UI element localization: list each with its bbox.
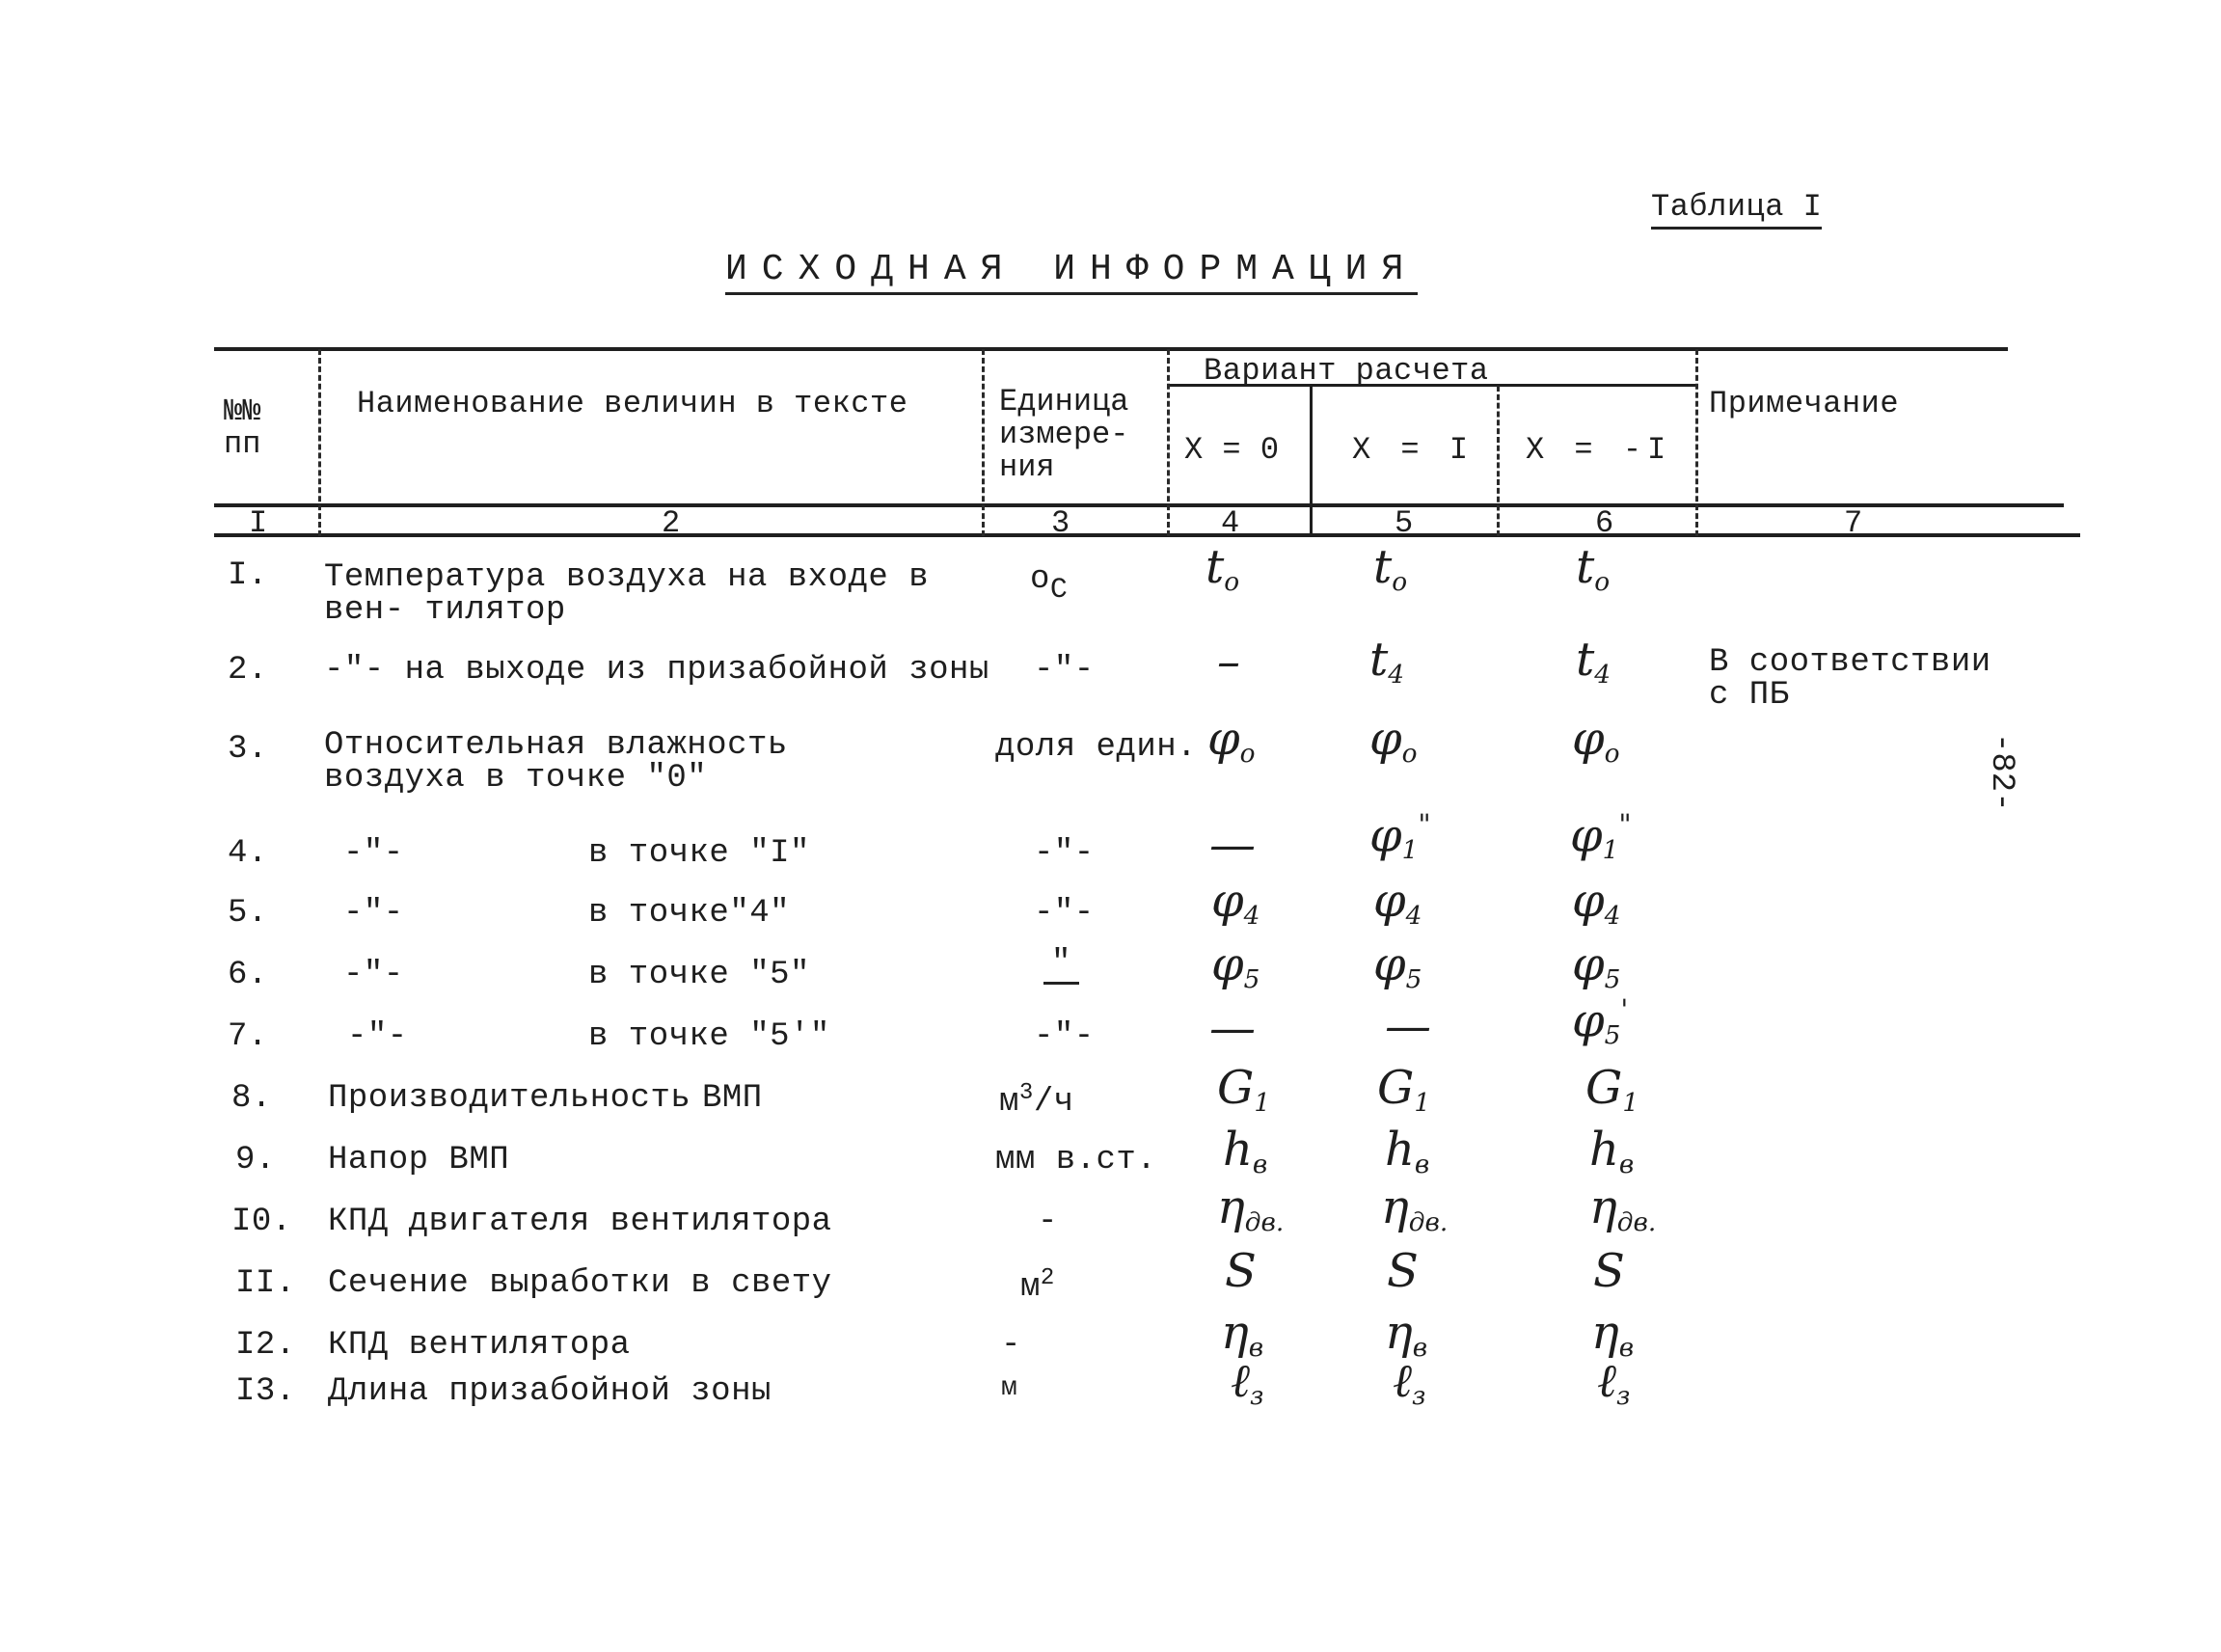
row-7-unit: -"- [1034, 1018, 1095, 1055]
row-4-v1-prime: " [1418, 808, 1431, 841]
row-1-unit-b: С [1049, 574, 1069, 607]
row-6-v0-base: φ [1211, 937, 1244, 991]
row-9-v2-base: h [1589, 1123, 1619, 1177]
row-11-unit-a: м [1020, 1269, 1041, 1306]
row-1-num: I. [228, 557, 268, 594]
row-8-v0 [1217, 1061, 1270, 1118]
row-13-v0-sub: з [1250, 1380, 1264, 1411]
row-1-v0 [1205, 540, 1239, 597]
col-number-3: 3 [1051, 505, 1070, 541]
row-4-unit: -"- [1034, 835, 1095, 872]
row-6-v0-sub: 5 [1243, 963, 1260, 994]
row-1-unit [1030, 561, 1068, 607]
row-10-num: I0. [231, 1204, 292, 1240]
document-title: ИСХОДНАЯ ИНФОРМАЦИЯ [725, 249, 1418, 295]
row-2-v1-sub: 4 [1388, 659, 1405, 690]
row-5-v1-base: φ [1373, 874, 1406, 928]
row-11-v0: S [1225, 1244, 1257, 1298]
col-sep-1 [318, 349, 321, 536]
row-6-num: 6. [228, 957, 268, 993]
row-9-v2-sub: в [1618, 1149, 1635, 1179]
row-4-num: 4. [228, 835, 268, 872]
row-4-v1-sub: 1 [1401, 835, 1419, 866]
row-12-v1-base: η [1385, 1306, 1413, 1360]
row-2-v1-base: t [1369, 633, 1389, 687]
row-2-note: В соответствии с ПБ [1709, 644, 1991, 714]
row-13-unit: м [1001, 1373, 1018, 1403]
row-7-v1: — [1385, 999, 1431, 1053]
row-8-num: 8. [231, 1080, 272, 1117]
row-7-name-a: -"- [347, 1018, 408, 1055]
row-11-name: Сечение выработки в свету [328, 1265, 832, 1302]
row-10-v1-base: η [1381, 1180, 1409, 1234]
row-8-v0-base: G [1217, 1061, 1255, 1115]
row-9-v0-sub: в [1252, 1149, 1268, 1179]
row-3-v0-sub: o [1239, 738, 1256, 769]
row-4-v2 [1570, 808, 1632, 865]
row-9-name: Напор ВМП [328, 1142, 510, 1178]
row-13-v1 [1393, 1354, 1425, 1411]
row-11-unit [1020, 1265, 1055, 1306]
row-8-v0-sub: 1 [1254, 1087, 1271, 1118]
row-9-unit: мм в.ст. [995, 1142, 1157, 1178]
row-2-v1 [1369, 633, 1404, 690]
row-10-v2 [1589, 1180, 1656, 1237]
row-3-name: Относительная влажность воздуха в точке "0" [324, 727, 788, 797]
row-8-v2-base: G [1585, 1061, 1623, 1115]
row-12-v0-sub: в [1248, 1332, 1264, 1363]
row-12-num: I2. [235, 1327, 296, 1364]
row-6-unit: " [1043, 945, 1079, 985]
row-2-v2-base: t [1576, 633, 1595, 687]
row-12-unit: - [1001, 1327, 1021, 1364]
row-7-v2-base: φ [1572, 993, 1605, 1048]
row-8-name-b: ВМП [702, 1080, 763, 1117]
row-4-v0: — [1209, 818, 1256, 872]
row-1-unit-a: о [1030, 561, 1050, 598]
col-number-1: I [249, 505, 268, 541]
row-13-num: I3. [235, 1373, 296, 1410]
row-10-v2-sub: дв. [1616, 1206, 1657, 1237]
row-5-v2 [1572, 874, 1620, 931]
row-1-v1-base: t [1373, 540, 1393, 594]
row-10-v0 [1217, 1180, 1284, 1237]
row-1-v1 [1373, 540, 1407, 597]
col-sep-3 [1167, 349, 1170, 536]
row-13-v0 [1231, 1354, 1263, 1411]
header-num: №№ пп [224, 393, 261, 462]
row-6-name-a: -"- [343, 957, 404, 993]
row-4-name-a: -"- [343, 835, 404, 872]
row-7-v0: — [1209, 1001, 1256, 1055]
row-13-v2 [1597, 1354, 1630, 1411]
row-5-v1 [1373, 874, 1422, 931]
row-1-v0-sub: o [1224, 566, 1240, 597]
row-6-v1-sub: 5 [1405, 963, 1422, 994]
row-3-v1 [1369, 712, 1418, 769]
row-8-unit [999, 1080, 1074, 1121]
col-number-6: 6 [1595, 505, 1614, 541]
row-13-v2-sub: з [1616, 1380, 1631, 1411]
col-number-5: 5 [1395, 505, 1414, 541]
row-9-v1 [1385, 1123, 1429, 1179]
header-unit: Единица измере- ния [999, 384, 1129, 485]
row-9-v2 [1589, 1123, 1634, 1179]
row-6-v1-base: φ [1373, 937, 1406, 991]
row-12-name: КПД вентилятора [328, 1327, 631, 1364]
row-2-name: -"- на выходе из призабойной зоны [324, 652, 989, 689]
row-8-v1-base: G [1377, 1061, 1415, 1115]
row-8-v1-sub: 1 [1414, 1087, 1431, 1118]
row-10-v1-sub: дв. [1408, 1206, 1449, 1237]
row-3-v2-sub: o [1604, 738, 1620, 769]
row-5-v2-sub: 4 [1604, 900, 1621, 931]
side-page-number: -82- [1983, 733, 2019, 812]
row-13-name: Длина призабойной зоны [328, 1373, 772, 1410]
row-5-v0 [1211, 874, 1259, 931]
row-3-v2 [1572, 712, 1620, 769]
row-1-v2 [1576, 540, 1610, 597]
row-11-num: II. [235, 1265, 296, 1302]
col-number-7: 7 [1844, 505, 1863, 541]
row-8-v2 [1585, 1061, 1639, 1118]
row-7-v2-prime: ' [1620, 993, 1629, 1026]
row-11-v1: S [1387, 1244, 1419, 1298]
row-7-name-b: в точке "5'" [588, 1018, 830, 1055]
row-9-v0-base: h [1223, 1123, 1253, 1177]
row-7-v2-sub: 5 [1604, 1020, 1621, 1051]
row-10-v1 [1381, 1180, 1448, 1237]
row-7-v2 [1572, 993, 1628, 1050]
row-3-v0 [1207, 712, 1256, 769]
row-6-name-b: в точке "5" [588, 957, 810, 993]
row-5-v2-base: φ [1572, 874, 1605, 928]
row-5-unit: -"- [1034, 895, 1095, 932]
row-3-v1-base: φ [1369, 712, 1402, 766]
row-8-unit-c: /ч [1033, 1084, 1074, 1121]
row-10-v2-base: η [1589, 1180, 1617, 1234]
row-8-unit-a: м [999, 1084, 1019, 1121]
header-name: Наименование величин в тексте [357, 386, 908, 421]
table-label: Таблица I [1651, 189, 1822, 230]
row-3-v0-base: φ [1207, 712, 1240, 766]
row-1-v1-sub: o [1392, 566, 1408, 597]
row-2-unit: -"- [1034, 652, 1095, 689]
row-11-v2: S [1593, 1244, 1625, 1298]
colnum-bottom-rule [214, 533, 2080, 537]
row-10-v0-base: η [1217, 1180, 1245, 1234]
row-5-num: 5. [228, 895, 268, 932]
row-5-name-b: в точке"4" [588, 895, 791, 932]
header-x2: X = -I [1526, 432, 1672, 468]
row-1-name: Температура воздуха на входе в вен- тилятор [324, 559, 930, 629]
row-13-v1-sub: з [1412, 1380, 1426, 1411]
row-6-v2-base: φ [1572, 937, 1605, 991]
row-11-unit-sup: 2 [1040, 1265, 1055, 1291]
row-6-v2 [1572, 937, 1620, 994]
header-x1: X = I [1352, 432, 1475, 468]
row-10-v0-sub: дв. [1244, 1206, 1285, 1237]
row-12-v2-base: η [1591, 1306, 1619, 1360]
col-sep-4 [1310, 386, 1313, 536]
row-5-name-a: -"- [343, 895, 404, 932]
row-1-v2-sub: o [1594, 566, 1611, 597]
row-7-num: 7. [228, 1018, 268, 1055]
row-3-v2-base: φ [1572, 712, 1605, 766]
header-bottom-rule [214, 503, 2064, 507]
row-4-v2-prime: " [1618, 808, 1632, 841]
row-8-unit-sup: 3 [1018, 1080, 1034, 1106]
row-6-v0 [1211, 937, 1259, 994]
row-5-v0-sub: 4 [1243, 900, 1260, 931]
row-9-v1-base: h [1385, 1123, 1415, 1177]
row-8-v1 [1377, 1061, 1430, 1118]
row-2-v2 [1576, 633, 1611, 690]
col-sep-5 [1497, 386, 1500, 536]
row-12-v2-sub: в [1618, 1332, 1635, 1363]
header-variant: Вариант расчета [1204, 353, 1489, 389]
header-note: Примечание [1709, 386, 1900, 421]
table-top-rule [214, 347, 2008, 351]
row-1-v0-base: t [1205, 540, 1225, 594]
row-9-num: 9. [235, 1142, 276, 1178]
row-3-unit: доля един. [995, 729, 1198, 766]
row-3-num: 3. [228, 731, 268, 768]
row-5-v0-base: φ [1211, 874, 1244, 928]
row-5-v1-sub: 4 [1405, 900, 1422, 931]
row-1-v2-base: t [1576, 540, 1595, 594]
row-2-v2-sub: 4 [1594, 659, 1612, 690]
row-13-v1-base: ℓ [1393, 1354, 1412, 1408]
row-2-num: 2. [228, 652, 268, 689]
col-sep-2 [982, 349, 985, 536]
row-4-v1-base: φ [1369, 808, 1402, 863]
row-4-v2-sub: 1 [1602, 835, 1619, 866]
col-number-2: 2 [662, 505, 681, 541]
row-13-v0-base: ℓ [1231, 1354, 1250, 1408]
row-13-v2-base: ℓ [1597, 1354, 1616, 1408]
row-9-v0 [1223, 1123, 1267, 1179]
col-sep-6 [1695, 349, 1698, 536]
row-4-v2-base: φ [1570, 808, 1603, 863]
row-6-v1 [1373, 937, 1422, 994]
row-2-v0: – [1217, 635, 1240, 689]
row-8-name-a: Производительность [328, 1080, 691, 1117]
row-4-name-b: в точке "I" [588, 835, 810, 872]
col-number-4: 4 [1221, 505, 1240, 541]
header-x0: X = 0 [1184, 432, 1280, 468]
row-3-v1-sub: o [1401, 738, 1418, 769]
row-9-v1-sub: в [1414, 1149, 1430, 1179]
row-8-v2-sub: 1 [1622, 1087, 1639, 1118]
row-12-v0-base: η [1221, 1306, 1249, 1360]
row-12-v1-sub: в [1412, 1332, 1428, 1363]
row-6-v2-sub: 5 [1604, 963, 1621, 994]
row-10-unit: - [1038, 1204, 1058, 1240]
row-10-name: КПД двигателя вентилятора [328, 1204, 832, 1240]
row-4-v1 [1369, 808, 1431, 865]
